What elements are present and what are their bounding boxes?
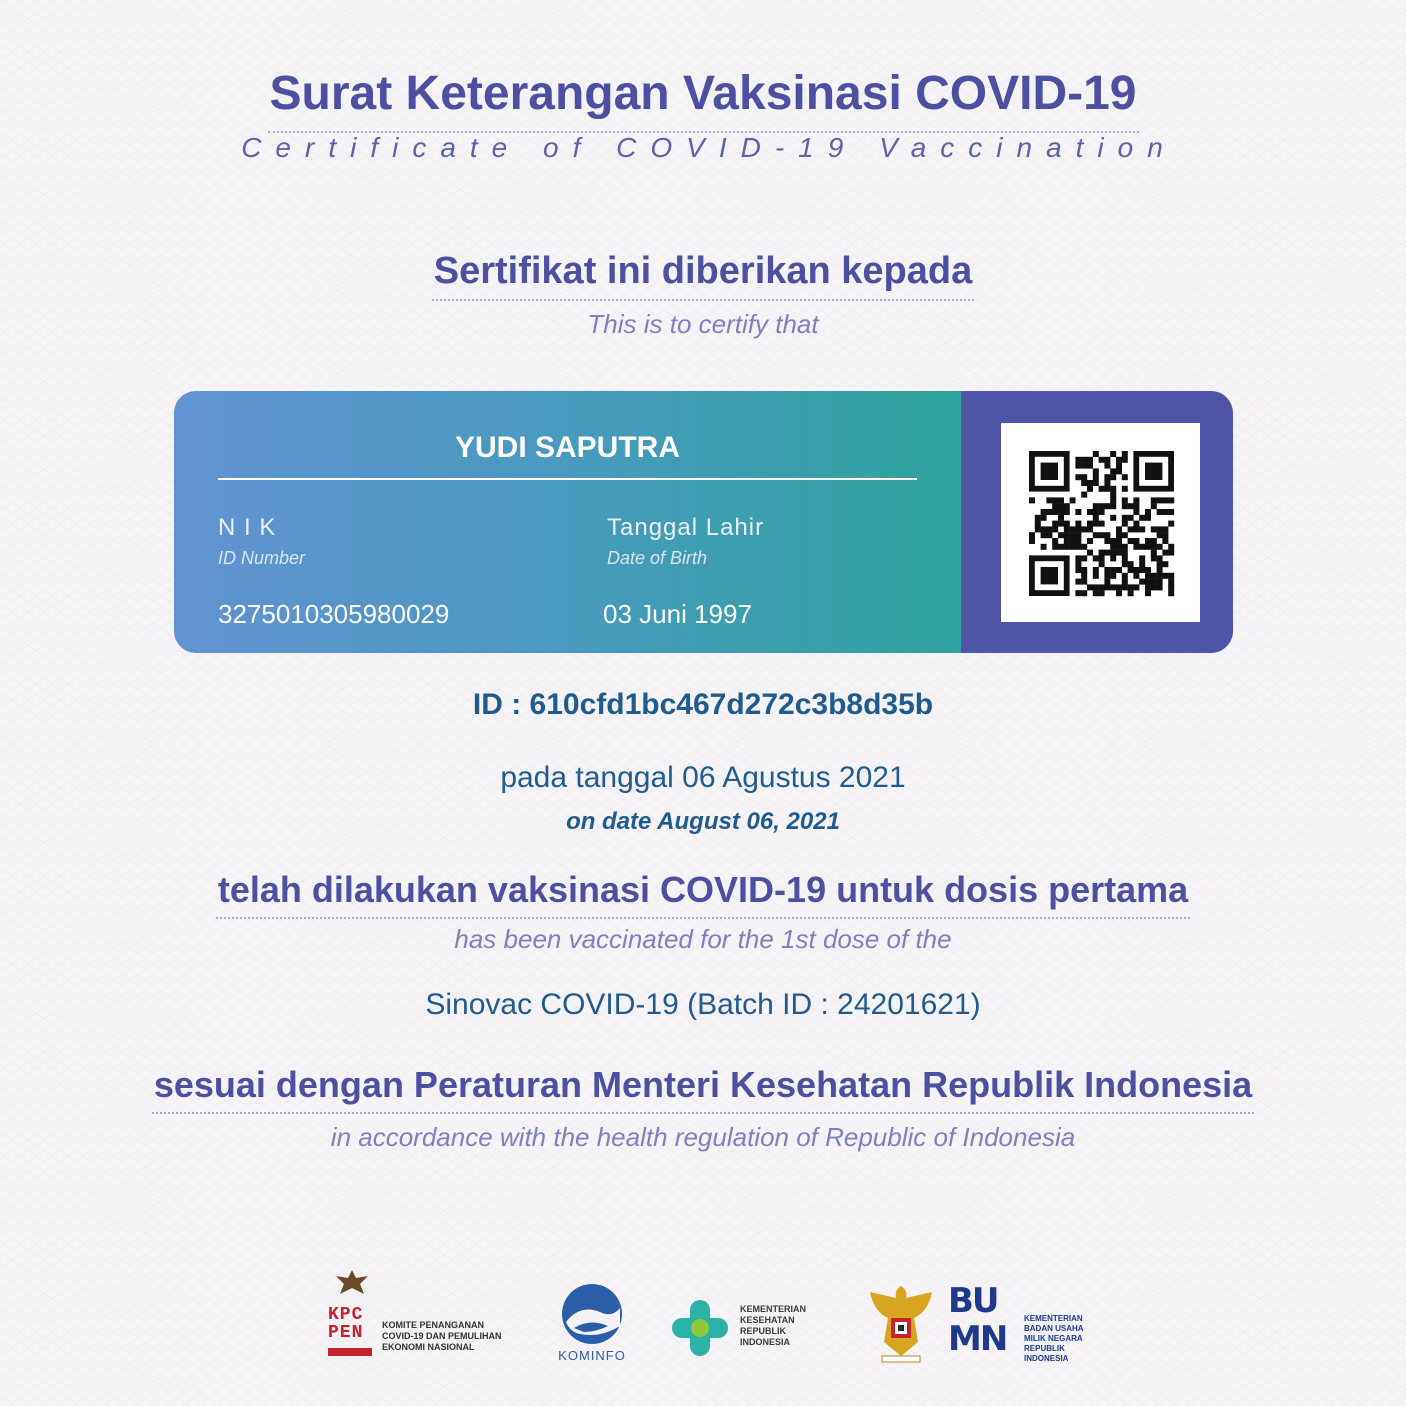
kemenkes-text-line: INDONESIA [740, 1337, 791, 1347]
nik-value: 3275010305980029 [218, 599, 450, 629]
kemenkes-cross-icon [668, 1296, 732, 1360]
kemenkes-text-line: KEMENTERIAN [740, 1304, 807, 1314]
vaccine-batch: Sinovac COVID-19 (Batch ID : 24201621) [425, 988, 981, 1021]
dob-label-en: Date of Birth [607, 548, 708, 568]
kominfo-text: KOMINFO [558, 1348, 626, 1363]
certificate-title [0, 66, 1406, 133]
nik-label-en: ID Number [218, 548, 306, 568]
logo-strip [0, 1262, 1406, 1372]
regulation-heading [0, 1064, 1406, 1114]
certificate-title-text: Surat Keterangan Vaksinasi COVID-19 [268, 66, 1139, 133]
bumn-text-line: KEMENTERIAN [1024, 1314, 1083, 1323]
kemenkes-text-line: KESEHATAN [740, 1315, 795, 1325]
certificate-id: ID : 610cfd1bc467d272c3b8d35b [472, 688, 934, 721]
regulation-heading-text: sesuai dengan Peraturan Menteri Kesehatan Republik Indonesia [152, 1064, 1254, 1114]
kominfo-globe-icon [560, 1282, 624, 1346]
recipient-name: YUDI SAPUTRA [454, 431, 680, 464]
bumn-text-line: MILIK NEGARA [1024, 1334, 1083, 1343]
vaccinated-heading-text: telah dilakukan vaksinasi COVID-19 untuk dosis pertama [216, 869, 1190, 919]
garuda-small-icon [332, 1268, 372, 1302]
certify-heading-text: Sertifikat ini diberikan kepada [432, 250, 975, 301]
certificate-subtitle: Certificate of COVID-19 Vaccination [241, 132, 1177, 163]
recipient-card [174, 391, 1233, 653]
kominfo-logo [552, 1282, 632, 1372]
bumn-mark: BUMN [948, 1281, 1007, 1359]
garuda-pancasila-icon [862, 1282, 940, 1364]
certify-heading [0, 250, 1406, 301]
name-divider [218, 478, 917, 480]
kpcpen-base [328, 1348, 372, 1356]
bumn-text [1024, 1314, 1084, 1364]
kpcpen-mark: KPC PEN [328, 1305, 364, 1343]
kpcpen-text [382, 1320, 502, 1353]
qr-code-icon [1001, 423, 1200, 622]
vaccinated-heading-en: has been vaccinated for the 1st dose of the [454, 924, 952, 954]
bumn-logo [948, 1282, 1098, 1364]
certify-heading-en: This is to certify that [587, 309, 819, 339]
bumn-text-line: BADAN USAHA [1024, 1324, 1084, 1333]
nik-label: N I K [218, 514, 277, 541]
kemenkes-text-line: REPUBLIK [740, 1326, 787, 1336]
kemenkes-logo [668, 1296, 828, 1366]
kpcpen-logo [328, 1268, 518, 1368]
kpcpen-text-line: EKONOMI NASIONAL [382, 1342, 475, 1352]
qr-panel [961, 391, 1233, 653]
kpcpen-text-line: COVID-19 DAN PEMULIHAN [382, 1331, 502, 1341]
kemenkes-text [740, 1304, 806, 1348]
regulation-heading-en: in accordance with the health regulation of Republic of Indonesia [330, 1122, 1076, 1152]
vaccination-date-en: on date August 06, 2021 [566, 808, 840, 835]
kpcpen-text-line: KOMITE PENANGANAN [382, 1320, 485, 1330]
vaccination-date: pada tanggal 06 Agustus 2021 [500, 761, 906, 794]
qr-code[interactable] [1001, 423, 1200, 622]
dob-label: Tanggal Lahir [607, 514, 765, 541]
garuda-logo [862, 1282, 940, 1364]
bumn-text-line: REPUBLIK [1024, 1344, 1065, 1353]
vaccinated-heading [0, 869, 1406, 919]
recipient-info-panel [174, 391, 961, 653]
bumn-text-line: INDONESIA [1024, 1354, 1069, 1363]
dob-value: 03 Juni 1997 [603, 599, 752, 629]
